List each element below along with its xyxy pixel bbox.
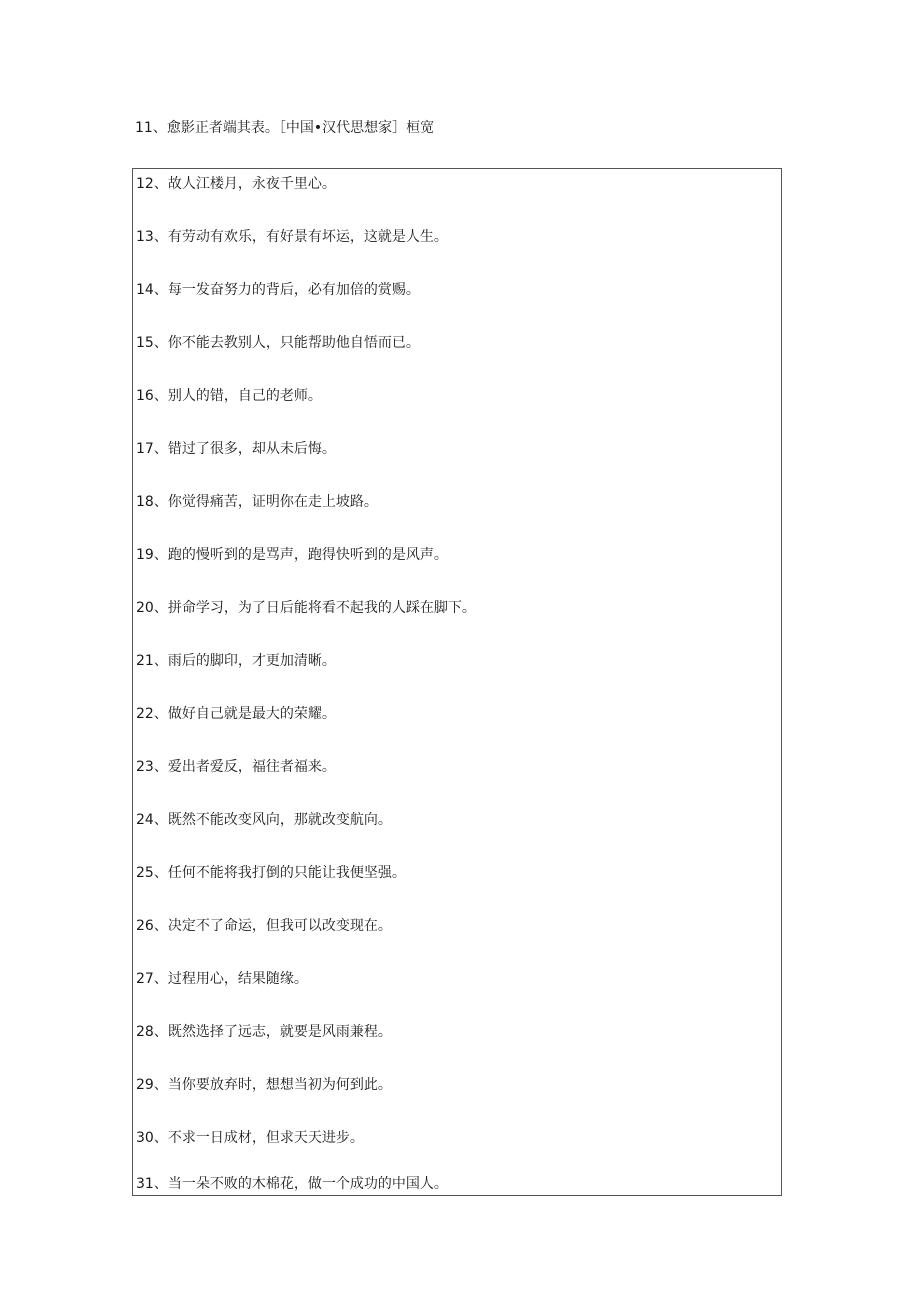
quote-item: 13、有劳动有欢乐，有好景有坏运，这就是人生。 (136, 229, 448, 245)
quote-item: 25、任何不能将我打倒的只能让我便坚强。 (136, 865, 406, 881)
quote-item: 28、既然选择了远志，就要是风雨兼程。 (136, 1024, 392, 1040)
quote-item: 31、当一朵不败的木棉花，做一个成功的中国人。 (136, 1176, 448, 1192)
quote-item: 21、雨后的脚印，才更加清晰。 (136, 653, 336, 669)
quote-box (132, 168, 782, 1196)
quote-item: 19、跑的慢听到的是骂声，跑得快听到的是风声。 (136, 547, 448, 563)
quote-item: 26、决定不了命运，但我可以改变现在。 (136, 918, 392, 934)
heading-line: 11、愈影正者端其表。［中国•汉代思想家］桓宽 (135, 120, 435, 136)
quote-item: 20、拼命学习，为了日后能将看不起我的人踩在脚下。 (136, 600, 476, 616)
quote-item: 24、既然不能改变风向，那就改变航向。 (136, 812, 392, 828)
quote-item: 27、过程用心，结果随缘。 (136, 971, 308, 987)
quote-item: 23、爱出者爱反，福往者福来。 (136, 759, 336, 775)
quote-item: 15、你不能去教别人，只能帮助他自悟而已。 (136, 335, 420, 351)
quote-item: 16、别人的错，自己的老师。 (136, 388, 322, 404)
quote-item: 22、做好自己就是最大的荣耀。 (136, 706, 336, 722)
quote-item: 17、错过了很多，却从未后悔。 (136, 441, 336, 457)
quote-item: 30、不求一日成材，但求天天进步。 (136, 1130, 364, 1146)
quote-item: 12、故人江楼月，永夜千里心。 (136, 176, 336, 192)
quote-item: 18、你觉得痛苦，证明你在走上坡路。 (136, 494, 378, 510)
quote-item: 29、当你要放弃时，想想当初为何到此。 (136, 1077, 392, 1093)
quote-item: 14、每一发奋努力的背后，必有加倍的赏赐。 (136, 282, 420, 298)
